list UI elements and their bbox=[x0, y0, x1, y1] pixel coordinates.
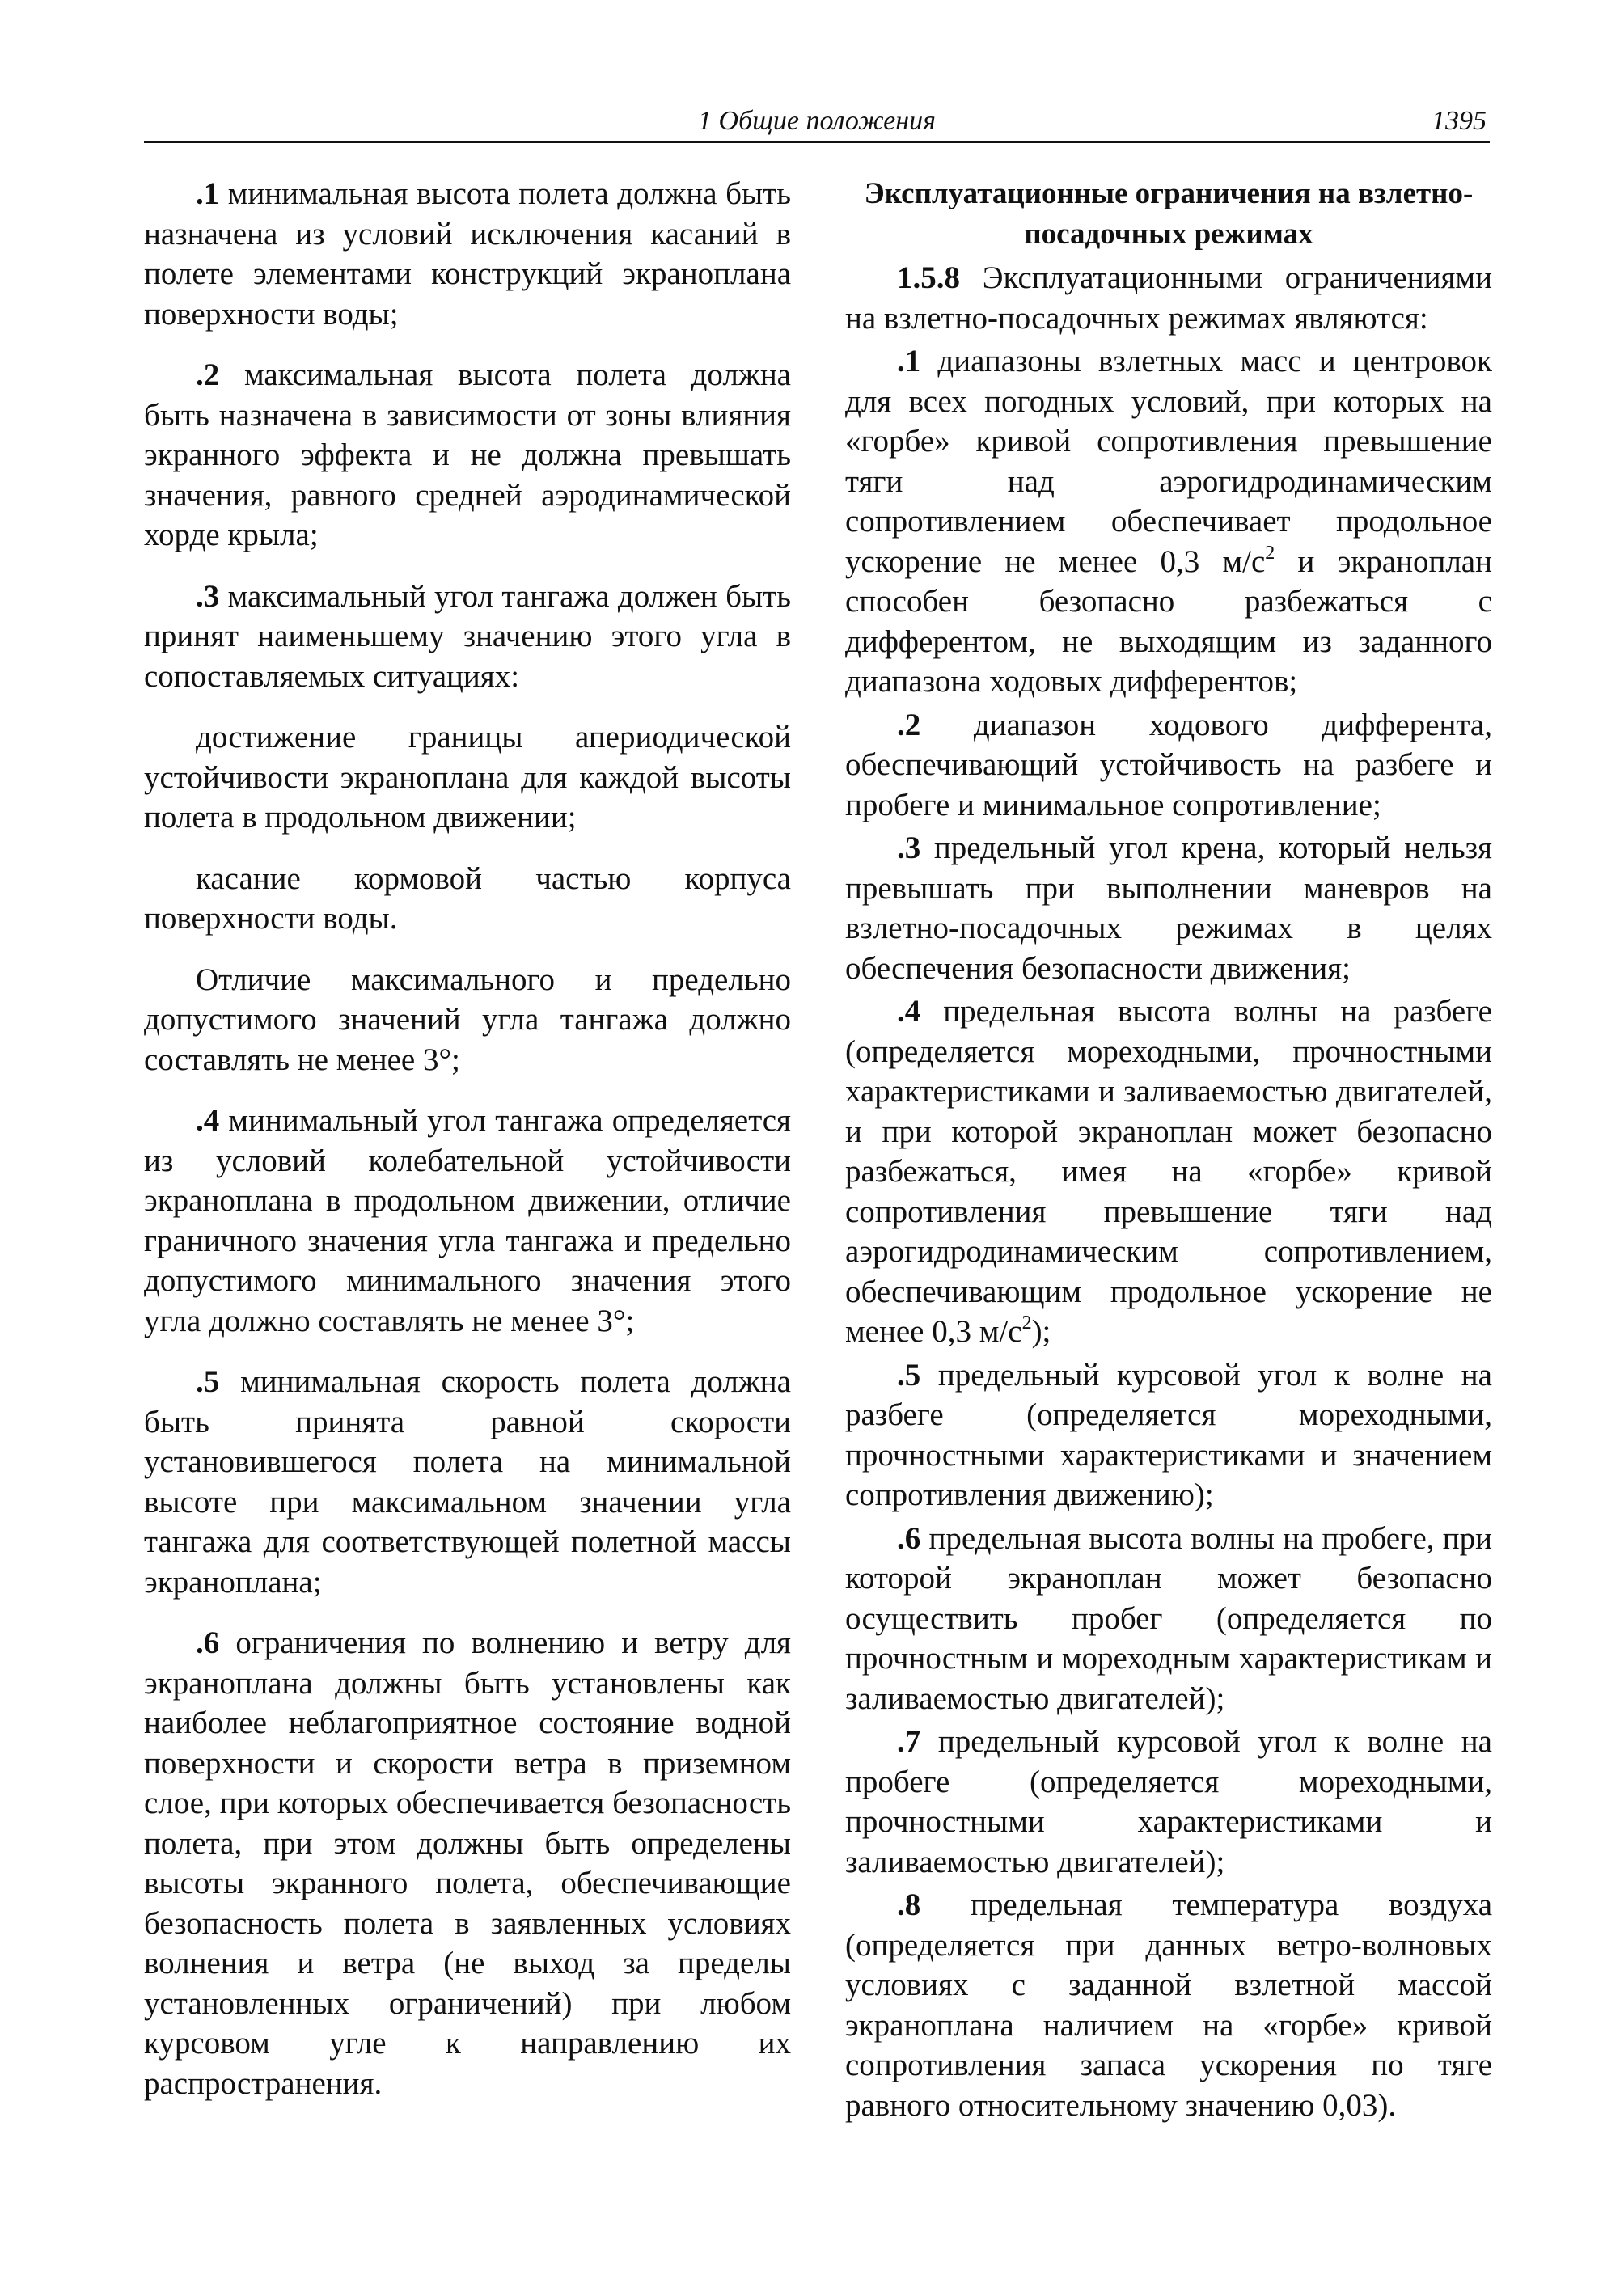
item-text: предельная высота волны на разбеге (определяется мореходными, прочностными характеристиками и заливаемостью двигателей, и при которой экраноплан может безопасно разбежаться, имея на «горбе» кривой сопротивления превышение тяги над аэрогидродинамическим сопротивлением, обеспечивающим продольное ускорение не менее 0,3 м/с bbox=[845, 994, 1492, 1349]
clause-text: максимальный угол тангажа должен быть принят наименьшему значению этого угла в сопоставляемых ситуациях: bbox=[144, 578, 791, 694]
item-label: .2 bbox=[897, 707, 921, 742]
clause-label: .6 bbox=[196, 1625, 220, 1660]
item-text-cont: ); bbox=[1031, 1314, 1051, 1349]
limit-item-5 bbox=[845, 1355, 1492, 1515]
item-text: предельный курсовой угол к волне на разбеге (определяется мореходными, прочностными характеристиками и значением сопротивления движению); bbox=[845, 1357, 1492, 1512]
clause-text: минимальная скорость полета должна быть принята равной скорости установившегося полета на минимальной высоте при максимальном значении угла тангажа для соответствующей полетной массы экраноплана; bbox=[144, 1364, 791, 1600]
item-text: предельная температура воздуха (определяется при данных ветро-волновых условиях с заданной взлетной массой экраноплана наличием на «горбе» кривой сопротивления запаса ускорения по тяге равного относительному значению 0,03). bbox=[845, 1887, 1492, 2123]
superscript: 2 bbox=[1021, 1312, 1032, 1334]
item-label: .8 bbox=[897, 1887, 921, 1922]
clause-text: Эксплуатационными ограничениями на взлетно-посадочных режимах являются: bbox=[845, 260, 1492, 336]
superscript: 2 bbox=[1265, 542, 1275, 564]
item-text: предельная высота волны на пробеге, при которой экраноплан может безопасно осуществить пробег (определяется по прочностным и мореходным характеристикам и заливаемостью двигателей); bbox=[845, 1520, 1492, 1716]
clause-text: минимальный угол тангажа определяется из условий колебательной устойчивости экраноплана в продольном движении, отличие граничного значения угла тангажа и предельно допустимого минимального значения этого угла должно составлять не менее 3°; bbox=[144, 1103, 791, 1338]
item-text: диапазон ходового дифферента, обеспечивающий устойчивость на разбеге и пробеге и минимальное сопротивление; bbox=[845, 707, 1492, 822]
item-label: .3 bbox=[897, 831, 921, 865]
clause-label: .4 bbox=[196, 1103, 220, 1138]
clause-4 bbox=[144, 1101, 791, 1341]
limit-item-6 bbox=[845, 1519, 1492, 1719]
clause-label: .1 bbox=[196, 176, 220, 211]
sub-item-stability: достижение границы апериодической устойчивости экраноплана для каждой высоты полета в продольном движении; bbox=[144, 720, 791, 835]
item-label: .5 bbox=[897, 1357, 921, 1393]
left-column bbox=[144, 174, 791, 2103]
item-label: .6 bbox=[897, 1520, 921, 1556]
limit-item-8 bbox=[845, 1885, 1492, 2125]
limit-item-7 bbox=[845, 1722, 1492, 1882]
limit-item-4 bbox=[845, 991, 1492, 1352]
section-heading: Эксплуатационные ограничения на взлетно-посадочных режимах bbox=[864, 177, 1474, 251]
pitch-difference-note: Отличие максимального и предельно допустимого значений угла тангажа должно составлять не менее 3°; bbox=[144, 962, 791, 1077]
clause-number: 1.5.8 bbox=[897, 260, 960, 295]
item-text: диапазоны взлетных масс и центровок для всех погодных условий, при которых на «горбе» кривой сопротивления превышение тяги над аэрогидродинамическим сопротивлением обеспечивает продольное ускорение не менее 0,3 м/с bbox=[845, 344, 1492, 579]
clause-text: максимальная высота полета должна быть назначена в зависимости от зоны влияния экранного эффекта и не должна превышать значения, равного средней аэродинамической хорде крыла; bbox=[144, 357, 791, 552]
item-label: .4 bbox=[897, 994, 921, 1029]
item-text: предельный угол крена, который нельзя превышать при выполнении маневров на взлетно-посадочных режимах в целях обеспечения безопасности движения; bbox=[845, 831, 1492, 986]
section-title: 1 Общие положения bbox=[698, 106, 936, 136]
item-label: .1 bbox=[897, 344, 921, 378]
running-header bbox=[144, 104, 1490, 143]
sub-item-hull-contact: касание кормовой частью корпуса поверхности воды. bbox=[144, 860, 791, 936]
clause-label: .5 bbox=[196, 1364, 220, 1399]
item-text: предельный курсовой угол к волне на пробеге (определяется мореходными, прочностными характеристиками и заливаемостью двигателей); bbox=[845, 1724, 1492, 1879]
right-column bbox=[845, 174, 1492, 2128]
clause-3 bbox=[144, 577, 791, 697]
clause-1 bbox=[144, 174, 791, 334]
item-label: .7 bbox=[897, 1724, 921, 1759]
limit-item-2 bbox=[845, 705, 1492, 826]
limit-item-3 bbox=[845, 828, 1492, 988]
clause-2 bbox=[144, 355, 791, 556]
clause-6 bbox=[144, 1623, 791, 2103]
clause-1-5-8-intro bbox=[845, 258, 1492, 338]
clause-text: минимальная высота полета должна быть назначена из условий исключения касаний в полете элементами конструкций экраноплана поверхности воды; bbox=[144, 176, 791, 332]
limit-item-1 bbox=[845, 341, 1492, 702]
page-number: 1395 bbox=[1432, 106, 1487, 136]
item-text-cont: и экраноплан способен безопасно разбежаться с дифферентом, не выходящим из заданного диапазона ходовых дифферентов; bbox=[845, 543, 1492, 699]
clause-5 bbox=[144, 1362, 791, 1602]
clause-label: .3 bbox=[196, 578, 220, 614]
clause-text: ограничения по волнению и ветру для экраноплана должны быть установлены как наиболее неблагоприятное состояние водной поверхности и скорости ветра в приземном слое, при которых обеспечивается безопасность полета, при этом должны быть определены высоты экранного полета, обеспечивающие безопасность полета в заявленных условиях волнения и ветра (не выход за пределы установленных ограничений) при любом курсовом угле к направлению их распространения. bbox=[144, 1625, 791, 2101]
clause-label: .2 bbox=[196, 357, 220, 392]
